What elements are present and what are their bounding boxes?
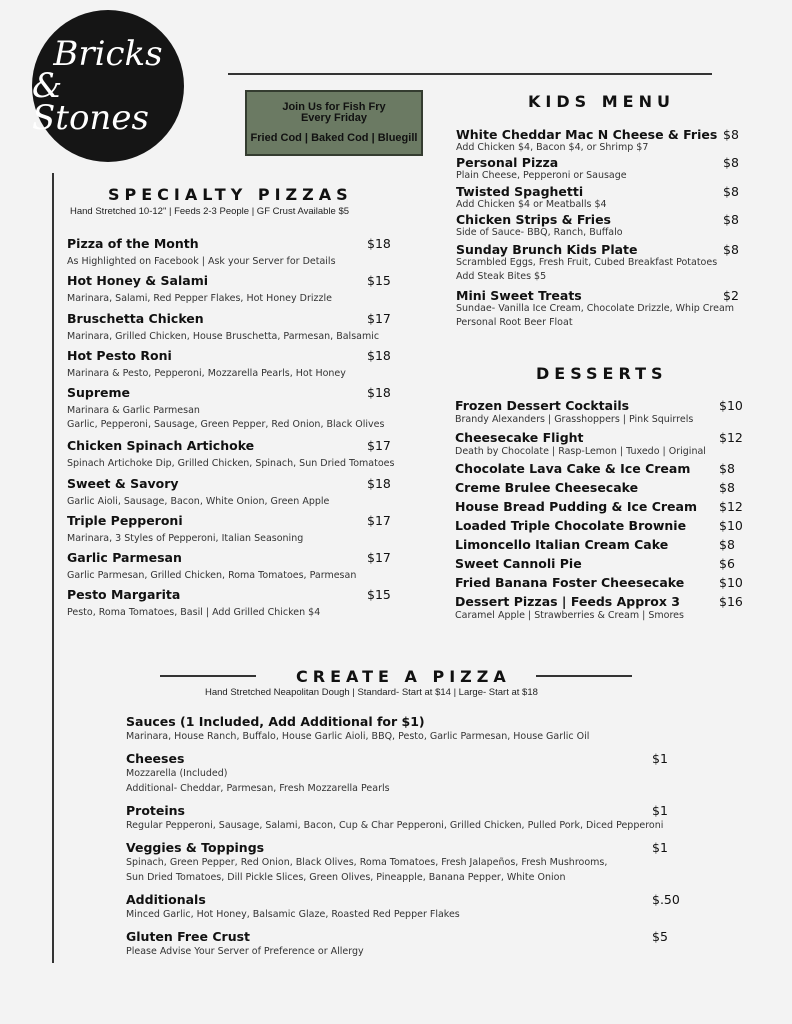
menu-item-description: Add Chicken $4, Bacon $4, or Shrimp $7 xyxy=(456,142,649,153)
menu-item-description: Scrambled Eggs, Fresh Fruit, Cubed Breakfast Potatoes xyxy=(456,257,718,268)
menu-item-name: Supreme xyxy=(67,385,130,400)
menu-item-description: Personal Root Beer Float xyxy=(456,317,573,328)
menu-item-description: Pesto, Roma Tomatoes, Basil | Add Grilled Chicken $4 xyxy=(67,607,321,618)
menu-item-description: Mozzarella (Included) xyxy=(126,768,228,779)
menu-item-price: $8 xyxy=(719,461,735,476)
menu-item-name: Proteins xyxy=(126,803,185,818)
menu-item-name: Garlic Parmesan xyxy=(67,550,182,565)
fish-fry-banner xyxy=(245,90,423,156)
menu-item-price: $8 xyxy=(723,184,739,199)
menu-item-description: Add Chicken $4 or Meatballs $4 xyxy=(456,199,607,210)
desserts-title: DESSERTS xyxy=(536,364,668,383)
menu-item-description: Side of Sauce- BBQ, Ranch, Buffalo xyxy=(456,227,623,238)
menu-item-name: Fried Banana Foster Cheesecake xyxy=(455,575,685,590)
menu-item-description: Caramel Apple | Strawberries & Cream | Smores xyxy=(455,610,684,621)
menu-item-description: Marinara, Salami, Red Pepper Flakes, Hot Honey Drizzle xyxy=(67,293,332,304)
menu-item-price: $1 xyxy=(652,840,668,855)
menu-item-description: Sundae- Vanilla Ice Cream, Chocolate Drizzle, Whip Cream xyxy=(456,303,735,314)
menu-item-price: $17 xyxy=(367,438,391,453)
menu-item-name: Hot Pesto Roni xyxy=(67,348,172,363)
menu-item-name: Chocolate Lava Cake & Ice Cream xyxy=(455,461,691,476)
menu-item-name: Sweet Cannoli Pie xyxy=(455,556,582,571)
menu-item-name: Gluten Free Crust xyxy=(126,929,251,944)
menu-item-price: $17 xyxy=(367,550,391,565)
menu-item-name: Veggies & Toppings xyxy=(126,840,265,855)
menu-item-name: Chicken Spinach Artichoke xyxy=(67,438,255,453)
menu-item-name: Personal Pizza xyxy=(456,155,559,170)
menu-item-name: Cheesecake Flight xyxy=(455,430,584,445)
menu-item-description: Marinara, House Ranch, Buffalo, House Garlic Aioli, BBQ, Pesto, Garlic Parmesan, House Garlic Oil xyxy=(126,731,590,742)
menu-item-name: Limoncello Italian Cream Cake xyxy=(455,537,669,552)
menu-item-price: $8 xyxy=(719,480,735,495)
menu-item-price: $8 xyxy=(723,242,739,257)
menu-item-description: Garlic Aioli, Sausage, Bacon, White Onion, Green Apple xyxy=(67,496,330,507)
menu-item-description: Marinara & Pesto, Pepperoni, Mozzarella Pearls, Hot Honey xyxy=(67,368,346,379)
left-vertical-divider xyxy=(52,173,54,963)
menu-item-description: Minced Garlic, Hot Honey, Balsamic Glaze, Roasted Red Pepper Flakes xyxy=(126,909,460,920)
specialty-pizzas-title: SPECIALTY PIZZAS xyxy=(108,185,353,204)
menu-item-name: Loaded Triple Chocolate Brownie xyxy=(455,518,687,533)
menu-item-price: $10 xyxy=(719,575,743,590)
menu-item-description: Additional- Cheddar, Parmesan, Fresh Mozzarella Pearls xyxy=(126,783,390,794)
menu-item-price: $15 xyxy=(367,587,391,602)
menu-item-name: White Cheddar Mac N Cheese & Fries xyxy=(456,127,718,142)
menu-item-price: $18 xyxy=(367,236,391,251)
logo-line-1: Bricks xyxy=(53,33,163,74)
fish-fry-line-3: Fried Cod | Baked Cod | Bluegill xyxy=(250,132,418,144)
logo-line-2: & Stones xyxy=(32,65,149,139)
specialty-pizzas-subtitle: Hand Stretched 10-12" | Feeds 2-3 People | GF Crust Available $5 xyxy=(70,206,350,217)
menu-item-description: Marinara & Garlic Parmesan xyxy=(67,405,200,416)
menu-item-price: $5 xyxy=(652,929,668,944)
menu-item-price: $12 xyxy=(719,430,743,445)
menu-item-price: $8 xyxy=(723,155,739,170)
menu-item-price: $8 xyxy=(719,537,735,552)
menu-item-price: $10 xyxy=(719,518,743,533)
menu-item-description: Garlic Parmesan, Grilled Chicken, Roma Tomatoes, Parmesan xyxy=(67,570,357,581)
menu-item-description: Regular Pepperoni, Sausage, Salami, Bacon, Cup & Char Pepperoni, Grilled Chicken, Pulled Pork, Diced Pepperoni xyxy=(126,820,664,831)
menu-item-name: Sunday Brunch Kids Plate xyxy=(456,242,638,257)
menu-item-price: $15 xyxy=(367,273,391,288)
menu-item-description: Garlic, Pepperoni, Sausage, Green Pepper, Red Onion, Black Olives xyxy=(67,419,385,430)
kids-menu-title: KIDS MENU xyxy=(528,92,675,111)
menu-item-name: Creme Brulee Cheesecake xyxy=(455,480,639,495)
menu-item-price: $8 xyxy=(723,212,739,227)
fish-fry-line-2: Every Friday xyxy=(300,112,368,124)
menu-item-name: Additionals xyxy=(126,892,206,907)
menu-item-price: $17 xyxy=(367,513,391,528)
menu-item-description: Brandy Alexanders | Grasshoppers | Pink Squirrels xyxy=(455,414,694,425)
menu-item-price: $8 xyxy=(723,127,739,142)
menu-item-description: Sun Dried Tomatoes, Dill Pickle Slices, Green Olives, Pineapple, Banana Pepper, White Onion xyxy=(126,872,566,883)
menu-item-price: $2 xyxy=(723,288,739,303)
top-divider xyxy=(228,73,712,75)
menu-item-name: Hot Honey & Salami xyxy=(67,273,209,288)
menu-item-price: $18 xyxy=(367,385,391,400)
create-a-pizza-subtitle: Hand Stretched Neapolitan Dough | Standard- Start at $14 | Large- Start at $18 xyxy=(205,687,538,698)
menu-item-name: Cheeses xyxy=(126,751,185,766)
menu-item-price: $16 xyxy=(719,594,743,609)
menu-item-description: As Highlighted on Facebook | Ask your Server for Details xyxy=(67,256,336,267)
menu-item-name: Mini Sweet Treats xyxy=(456,288,582,303)
menu-item-description: Spinach Artichoke Dip, Grilled Chicken, Spinach, Sun Dried Tomatoes xyxy=(67,458,395,469)
menu-item-description: Spinach, Green Pepper, Red Onion, Black Olives, Roma Tomatoes, Fresh Jalapeños, Fresh Mushrooms, xyxy=(126,857,608,868)
menu-item-price: $17 xyxy=(367,311,391,326)
menu-item-name: Sauces (1 Included, Add Additional for $1) xyxy=(126,714,425,729)
menu-item-name: Frozen Dessert Cocktails xyxy=(455,398,630,413)
create-right-divider xyxy=(536,675,632,677)
menu-item-name: Pesto Margarita xyxy=(67,587,181,602)
menu-item-price: $18 xyxy=(367,348,391,363)
menu-item-price: $12 xyxy=(719,499,743,514)
menu-item-description: Marinara, Grilled Chicken, House Bruschetta, Parmesan, Balsamic xyxy=(67,331,380,342)
restaurant-logo xyxy=(32,10,184,162)
menu-item-description: Please Advise Your Server of Preference or Allergy xyxy=(126,946,364,957)
menu-item-price: $10 xyxy=(719,398,743,413)
menu-item-name: Triple Pepperoni xyxy=(67,513,183,528)
menu-item-price: $6 xyxy=(719,556,735,571)
menu-item-description: Marinara, 3 Styles of Pepperoni, Italian Seasoning xyxy=(67,533,304,544)
menu-item-description: Plain Cheese, Pepperoni or Sausage xyxy=(456,170,627,181)
menu-item-name: Twisted Spaghetti xyxy=(456,184,584,199)
menu-item-name: Sweet & Savory xyxy=(67,476,179,491)
menu-item-price: $1 xyxy=(652,803,668,818)
menu-item-price: $18 xyxy=(367,476,391,491)
menu-item-name: Dessert Pizzas | Feeds Approx 3 xyxy=(455,594,681,609)
menu-item-description: Add Steak Bites $5 xyxy=(456,271,547,282)
menu-item-name: Chicken Strips & Fries xyxy=(456,212,611,227)
create-a-pizza-title: CREATE A PIZZA xyxy=(296,667,511,686)
menu-item-price: $1 xyxy=(652,751,668,766)
menu-item-description: Death by Chocolate | Rasp-Lemon | Tuxedo | Original xyxy=(455,446,706,457)
menu-item-price: $.50 xyxy=(652,892,680,907)
create-left-divider xyxy=(160,675,256,677)
menu-item-name: Pizza of the Month xyxy=(67,236,199,251)
menu-item-name: House Bread Pudding & Ice Cream xyxy=(455,499,697,514)
fish-fry-line-1: Join Us for Fish Fry xyxy=(282,101,386,113)
menu-item-name: Bruschetta Chicken xyxy=(67,311,204,326)
